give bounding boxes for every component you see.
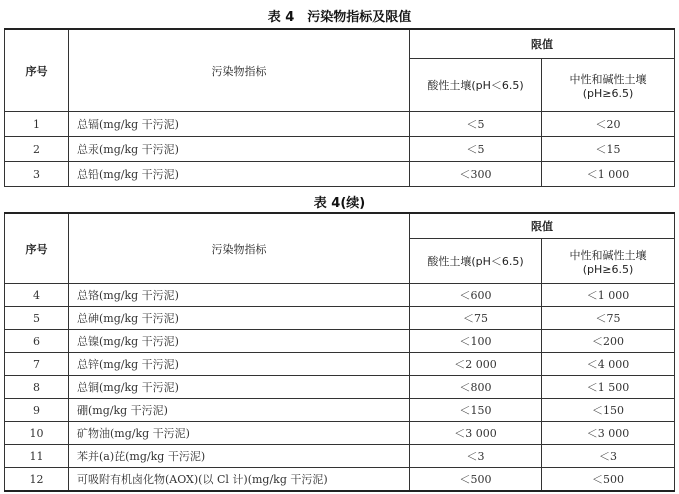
row-neutral-limit: ＜15: [542, 137, 675, 162]
header-neutral-line2: (pH≥6.5): [582, 86, 634, 100]
header-neutral-line2: (pH≥6.5): [582, 262, 634, 276]
row-indicator: 总铬(mg/kg 干污泥): [69, 284, 410, 307]
row-indicator: 总镉(mg/kg 干污泥): [69, 112, 410, 137]
table2-caption: 表 4(续): [313, 196, 366, 211]
table1-caption: 表 4 污染物指标及限值: [267, 10, 412, 25]
row-acid-limit: ＜500: [410, 468, 542, 492]
header-neutral-line1: 中性和碱性土壤: [569, 248, 647, 262]
header-acid-soil: 酸性土壤(pH＜6.5): [410, 59, 542, 112]
table-row: [5, 399, 675, 422]
row-acid-limit: ＜2 000: [410, 353, 542, 376]
row-indicator: 总锌(mg/kg 干污泥): [69, 353, 410, 376]
row-acid-limit: ＜75: [410, 307, 542, 330]
row-indicator: 总汞(mg/kg 干污泥): [69, 137, 410, 162]
table-row: [5, 330, 675, 353]
row-index: 11: [5, 445, 69, 468]
header-neutral-line1: 中性和碱性土壤: [569, 72, 647, 86]
row-index: 7: [5, 353, 69, 376]
row-neutral-limit: ＜1 000: [542, 284, 675, 307]
table-row: [5, 137, 675, 162]
table-row: [5, 112, 675, 137]
header-index: 序号: [5, 213, 69, 284]
row-index: 5: [5, 307, 69, 330]
row-indicator: 总镍(mg/kg 干污泥): [69, 330, 410, 353]
table-row: [5, 376, 675, 399]
header-indicator: 污染物指标: [69, 213, 410, 284]
row-index: 3: [5, 162, 69, 187]
row-index: 2: [5, 137, 69, 162]
row-indicator: 矿物油(mg/kg 干污泥): [69, 422, 410, 445]
row-indicator: 可吸附有机卤化物(AOX)(以 Cl 计)(mg/kg 干污泥): [69, 468, 410, 492]
row-index: 12: [5, 468, 69, 492]
row-indicator: 总砷(mg/kg 干污泥): [69, 307, 410, 330]
row-acid-limit: ＜600: [410, 284, 542, 307]
row-indicator: 总铅(mg/kg 干污泥): [69, 162, 410, 187]
row-neutral-limit: ＜3: [542, 445, 675, 468]
row-neutral-limit: ＜20: [542, 112, 675, 137]
row-index: 10: [5, 422, 69, 445]
row-acid-limit: ＜150: [410, 399, 542, 422]
row-index: 9: [5, 399, 69, 422]
header-indicator: 污染物指标: [69, 29, 410, 112]
row-index: 4: [5, 284, 69, 307]
row-neutral-limit: ＜4 000: [542, 353, 675, 376]
row-indicator: 苯并(a)芘(mg/kg 干污泥): [69, 445, 410, 468]
row-neutral-limit: ＜75: [542, 307, 675, 330]
table-row: [5, 307, 675, 330]
table-row: [5, 162, 675, 187]
row-index: 6: [5, 330, 69, 353]
pollutant-limits-table-continued: [4, 212, 675, 492]
table-row: [5, 353, 675, 376]
table-row: [5, 445, 675, 468]
table-row: [5, 468, 675, 492]
row-neutral-limit: ＜500: [542, 468, 675, 492]
row-acid-limit: ＜800: [410, 376, 542, 399]
row-index: 1: [5, 112, 69, 137]
row-indicator: 总铜(mg/kg 干污泥): [69, 376, 410, 399]
row-acid-limit: ＜3 000: [410, 422, 542, 445]
row-neutral-limit: ＜200: [542, 330, 675, 353]
header-limit: 限值: [410, 29, 675, 59]
row-acid-limit: ＜5: [410, 112, 542, 137]
row-acid-limit: ＜3: [410, 445, 542, 468]
pollutant-limits-table: [4, 28, 675, 187]
row-indicator: 硼(mg/kg 干污泥): [69, 399, 410, 422]
row-acid-limit: ＜5: [410, 137, 542, 162]
header-index: 序号: [5, 29, 69, 112]
header-neutral-soil: [542, 239, 675, 284]
header-limit: 限值: [410, 213, 675, 239]
row-neutral-limit: ＜150: [542, 399, 675, 422]
header-acid-soil: 酸性土壤(pH＜6.5): [410, 239, 542, 284]
row-acid-limit: ＜100: [410, 330, 542, 353]
row-neutral-limit: ＜3 000: [542, 422, 675, 445]
row-index: 8: [5, 376, 69, 399]
row-neutral-limit: ＜1 000: [542, 162, 675, 187]
row-neutral-limit: ＜1 500: [542, 376, 675, 399]
row-acid-limit: ＜300: [410, 162, 542, 187]
header-neutral-soil: [542, 59, 675, 112]
table-row: [5, 284, 675, 307]
table-row: [5, 422, 675, 445]
